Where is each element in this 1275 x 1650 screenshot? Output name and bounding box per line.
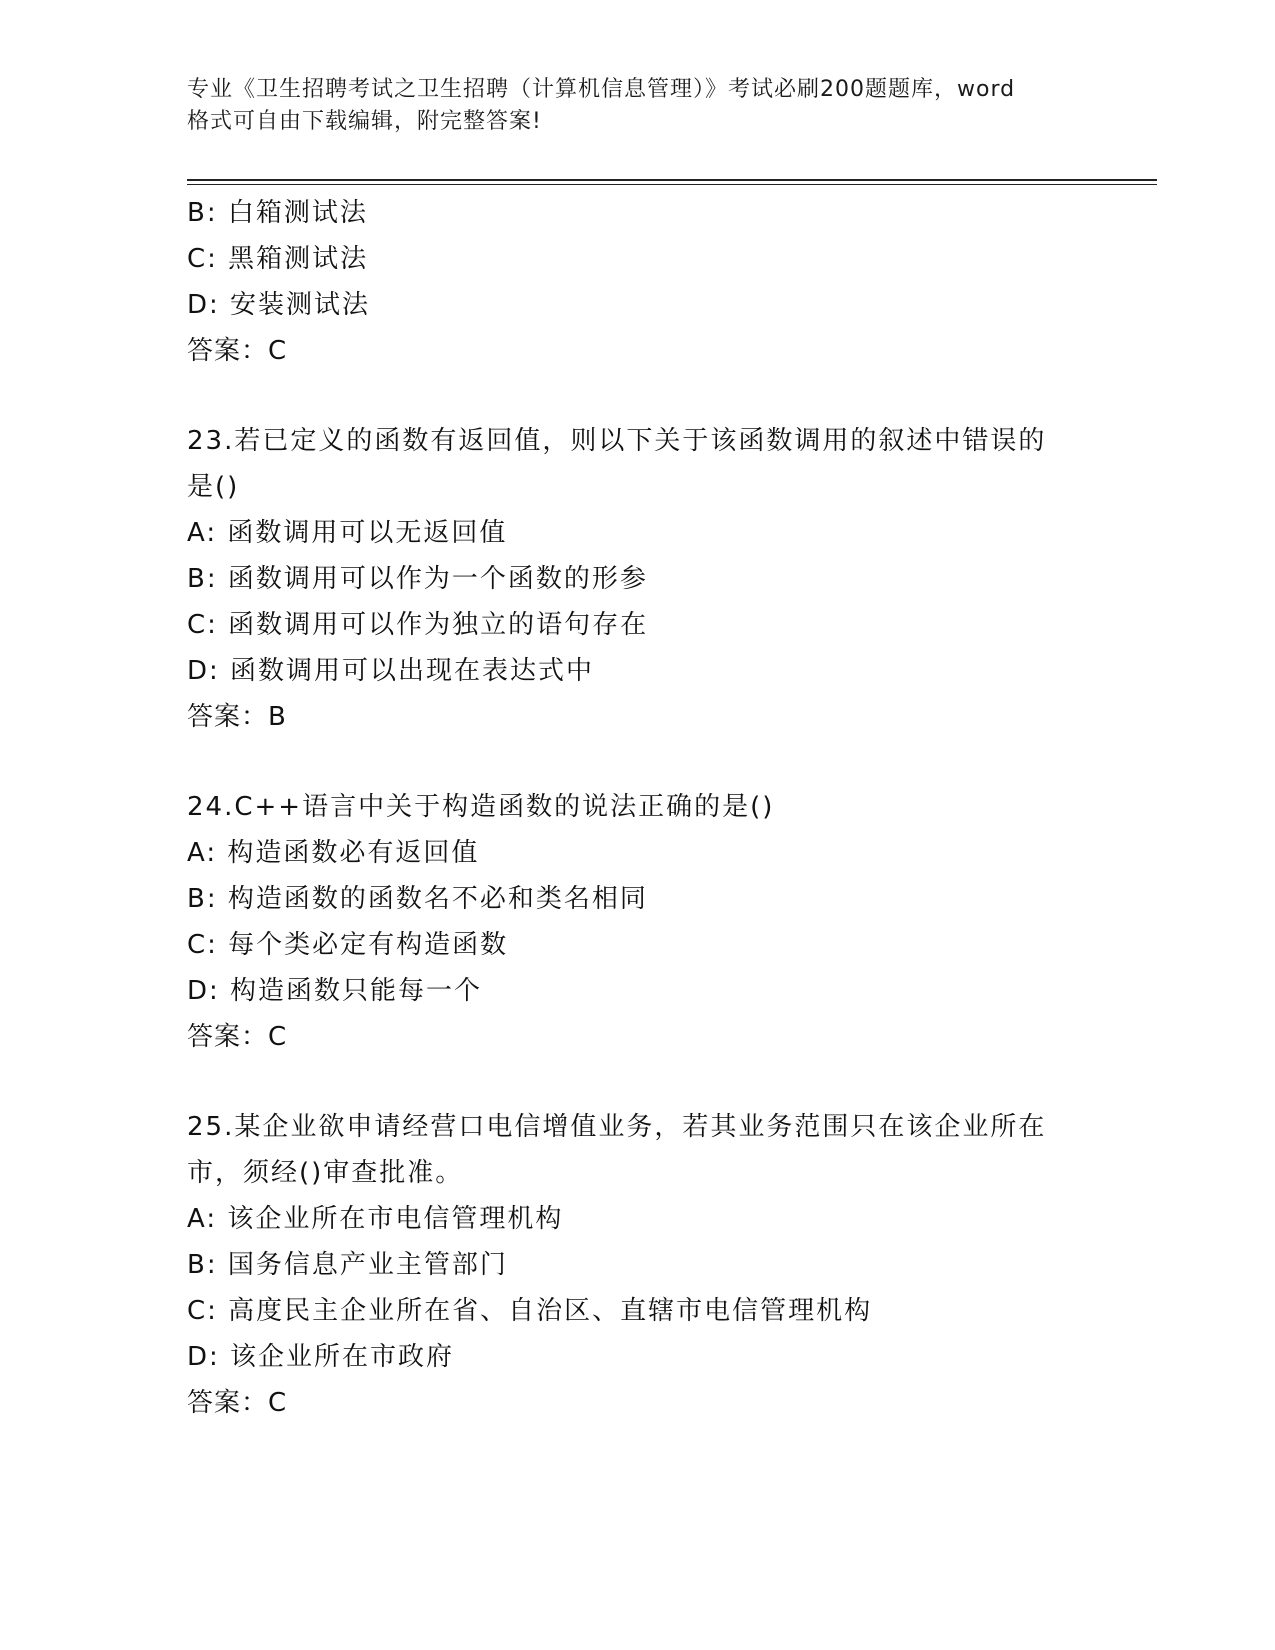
option-a: A: 函数调用可以无返回值: [187, 518, 508, 548]
option-d: D: 安装测试法: [187, 290, 371, 320]
spacer: [187, 374, 1107, 418]
option-b: B: 函数调用可以作为一个函数的形参: [187, 564, 648, 594]
answer-line: 答案：C: [187, 1388, 288, 1418]
option-b: B: 白箱测试法: [187, 198, 368, 228]
option-b: B: 国务信息产业主管部门: [187, 1250, 508, 1280]
question-stem-line-1: 25.某企业欲申请经营口电信增值业务，若其业务范围只在该企业所在: [187, 1112, 1047, 1142]
header-divider-thin: [187, 184, 1157, 185]
answer-line: 答案：C: [187, 336, 288, 366]
option-a: A: 该企业所在市电信管理机构: [187, 1204, 564, 1234]
spacer: [187, 1060, 1107, 1104]
option-c: C: 每个类必定有构造函数: [187, 930, 509, 960]
question-23: [187, 418, 1107, 740]
header-line-2: 格式可自由下载编辑，附完整答案!: [187, 109, 542, 134]
question-stem-line-2: 是(): [187, 472, 240, 502]
option-d: D: 函数调用可以出现在表达式中: [187, 656, 595, 686]
header-line-1: 专业《卫生招聘考试之卫生招聘（计算机信息管理）》考试必刷200题题库，word: [187, 77, 1016, 102]
option-d: D: 该企业所在市政府: [187, 1342, 455, 1372]
answer-line: 答案：B: [187, 702, 287, 732]
header-divider-thick: [187, 179, 1157, 181]
document-header: [187, 74, 1087, 138]
question-24: [187, 784, 1107, 1060]
option-b: B: 构造函数的函数名不必和类名相同: [187, 884, 648, 914]
question-content: [187, 190, 1107, 1426]
question-stem-line-1: 23.若已定义的函数有返回值，则以下关于该函数调用的叙述中错误的: [187, 426, 1047, 456]
spacer: [187, 740, 1107, 784]
answer-line: 答案：C: [187, 1022, 288, 1052]
option-c: C: 高度民主企业所在省、自治区、直辖市电信管理机构: [187, 1296, 873, 1326]
question-22-continuation: [187, 190, 1107, 374]
question-25: [187, 1104, 1107, 1426]
option-d: D: 构造函数只能每一个: [187, 976, 483, 1006]
question-stem-line-2: 市，须经()审查批准。: [187, 1158, 464, 1188]
option-c: C: 函数调用可以作为独立的语句存在: [187, 610, 649, 640]
question-stem-line-1: 24.C++语言中关于构造函数的说法正确的是(): [187, 792, 775, 822]
option-c: C: 黑箱测试法: [187, 244, 369, 274]
option-a: A: 构造函数必有返回值: [187, 838, 480, 868]
